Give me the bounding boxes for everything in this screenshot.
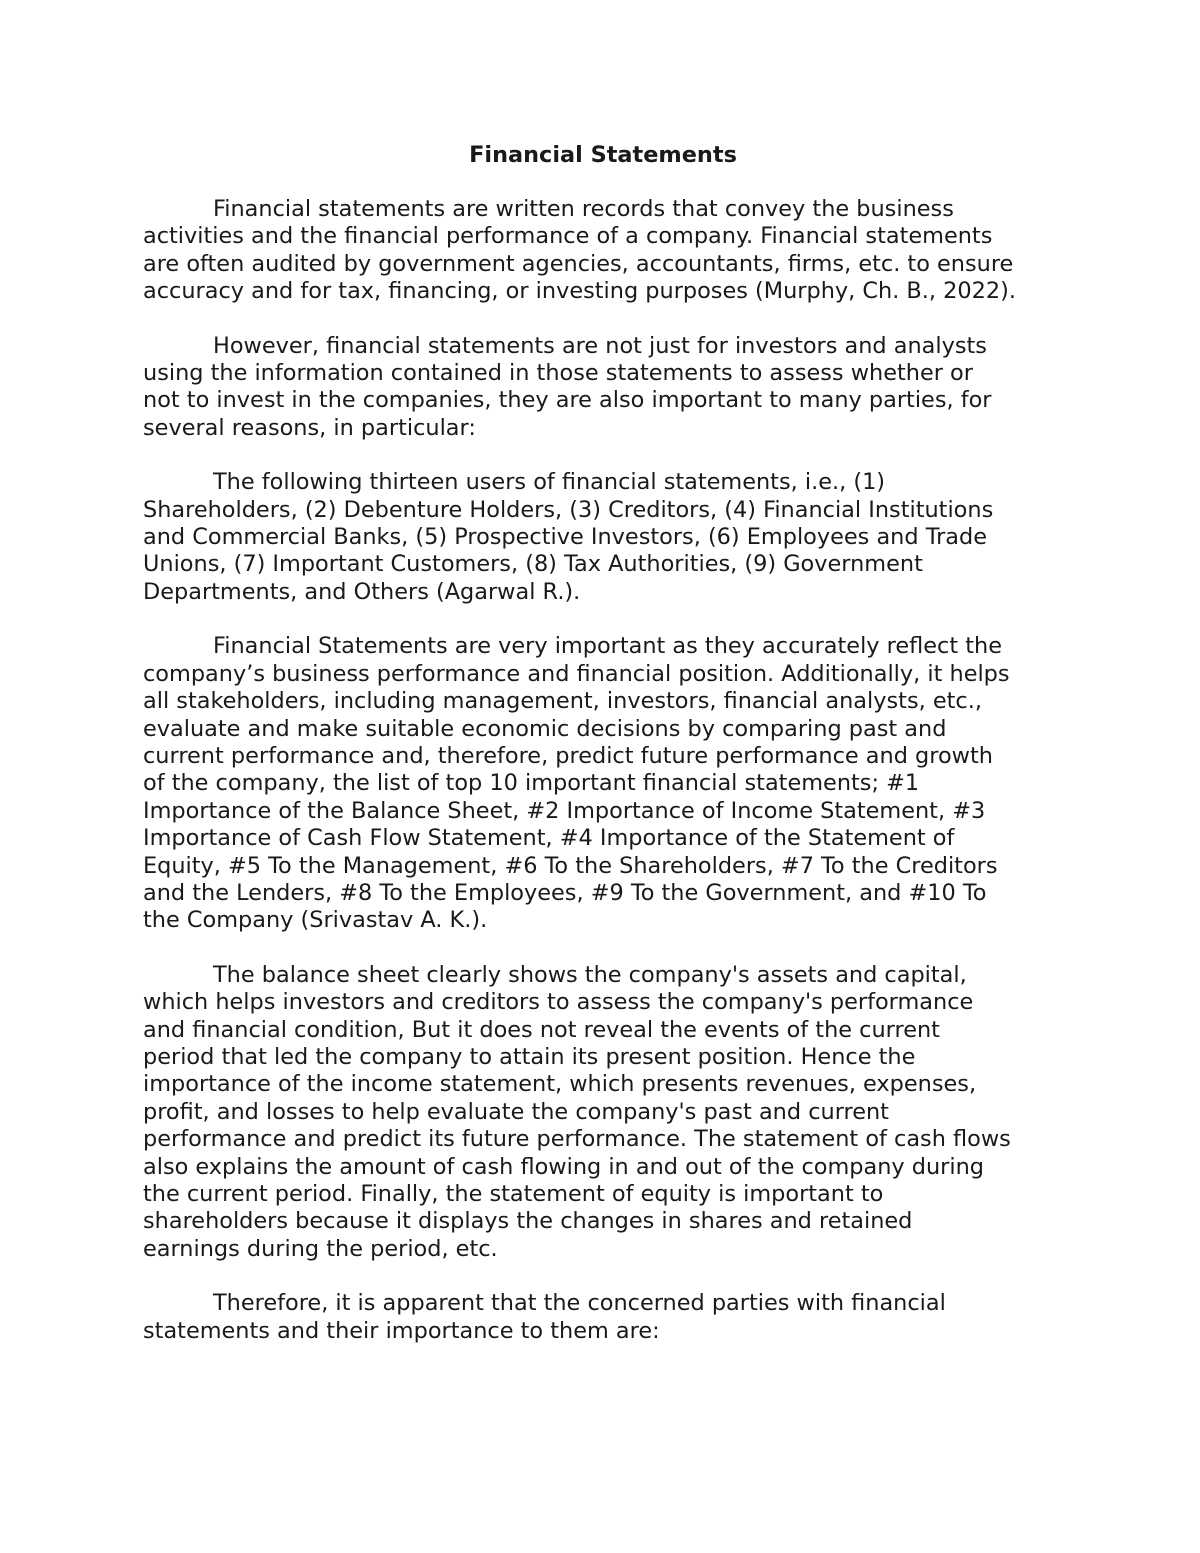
document-body [143,140,1063,1372]
paragraph [143,633,1063,934]
paragraph-line: Therefore, it is apparent that the concerned parties with financial [213,1290,946,1317]
paragraph-line: performance and predict its future performance. The statement of cash flows [143,1126,1011,1153]
paragraph [143,333,1063,443]
paragraph-line: of the company, the list of top 10 important financial statements; #1 [143,770,920,797]
paragraph-line: and Commercial Banks, (5) Prospective Investors, (6) Employees and Trade [143,524,987,551]
paragraph-line: Importance of the Balance Sheet, #2 Importance of Income Statement, #3 [143,797,986,824]
paragraph-line: using the information contained in those statements to assess whether or [143,360,973,387]
paragraph-line: shareholders because it displays the changes in shares and retained [143,1208,913,1235]
paragraph [143,962,1063,1263]
document-title: Financial Statements [469,142,737,168]
paragraph-line: which helps investors and creditors to assess the company's performance [143,989,974,1016]
paragraph-list [143,196,1063,1345]
paragraph-line: are often audited by government agencies, accountants, firms, etc. to ensure [143,250,1014,277]
paragraph-line: period that led the company to attain its present position. Hence the [143,1043,916,1070]
paragraph-line: and the Lenders, #8 To the Employees, #9 To the Government, and #10 To [143,879,987,906]
paragraph [143,196,1063,306]
paragraph-line: Equity, #5 To the Management, #6 To the Shareholders, #7 To the Creditors [143,852,998,879]
paragraph-line: Unions, (7) Important Customers, (8) Tax Authorities, (9) Government [143,551,923,578]
paragraph-line: Financial statements are written records that convey the business [213,196,954,222]
paragraph-line: Financial Statements are very important as they accurately reflect the [213,633,1002,660]
paragraph-line: earnings during the period, etc. [143,1235,498,1262]
paragraph-line: However, financial statements are not just for investors and analysts [213,332,987,359]
paragraph-line: Departments, and Others (Agarwal R.). [143,578,581,605]
paragraph-line: Importance of Cash Flow Statement, #4 Importance of the Statement of [143,825,955,852]
paragraph-line: accuracy and for tax, financing, or investing purposes (Murphy, Ch. B., 2022). [143,278,1016,305]
paragraph-line: also explains the amount of cash flowing in and out of the company during [143,1153,985,1180]
paragraph [143,469,1063,606]
paragraph-line: and financial condition, But it does not reveal the events of the current [143,1016,940,1043]
paragraph-line: all stakeholders, including management, investors, financial analysts, etc., [143,688,982,715]
paragraph-line: current performance and, therefore, predict future performance and growth [143,742,993,769]
paragraph-line: evaluate and make suitable economic decisions by comparing past and [143,715,947,742]
paragraph-line: activities and the financial performance of a company. Financial statements [143,223,993,250]
paragraph-line: several reasons, in particular: [143,414,476,441]
paragraph-line: profit, and losses to help evaluate the company's past and current [143,1098,889,1125]
paragraph-line: Shareholders, (2) Debenture Holders, (3) Creditors, (4) Financial Institutions [143,496,994,523]
paragraph-line: the Company (Srivastav A. K.). [143,907,488,934]
paragraph-line: company’s business performance and financial position. Additionally, it helps [143,660,1010,687]
paragraph-line: The balance sheet clearly shows the company's assets and capital, [213,961,967,988]
paragraph-line: not to invest in the companies, they are also important to many parties, for [143,387,992,414]
paragraph-line: importance of the income statement, which presents revenues, expenses, [143,1071,977,1098]
paragraph-line: statements and their importance to them are: [143,1317,660,1344]
paragraph-line: the current period. Finally, the statement of equity is important to [143,1181,884,1207]
paragraph-line: The following thirteen users of financial statements, i.e., (1) [213,469,886,496]
paragraph [143,1290,1063,1345]
